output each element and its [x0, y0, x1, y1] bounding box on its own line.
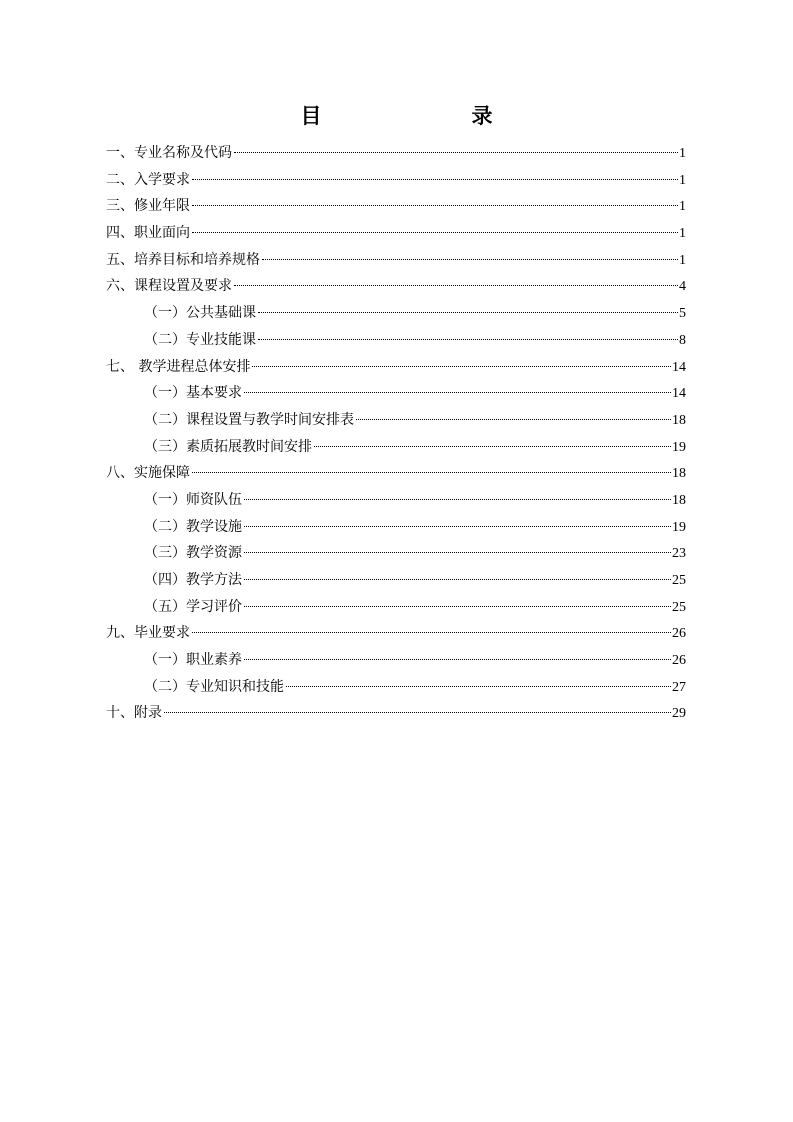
dot-leader: [286, 685, 671, 687]
toc-entry-label: 一、专业名称及代码: [106, 145, 232, 161]
dot-leader: [244, 551, 671, 553]
toc-page-number: 25: [672, 599, 686, 615]
toc-entry-label: 二、入学要求: [106, 171, 190, 188]
toc-subentry[interactable]: [106, 567, 686, 594]
toc-subentry[interactable]: [106, 540, 686, 567]
toc-subentry[interactable]: [106, 487, 686, 514]
toc-entry-label: 十、附录: [106, 705, 162, 722]
toc-entry[interactable]: [106, 140, 686, 167]
dot-leader: [244, 578, 671, 580]
toc-entry[interactable]: [106, 220, 686, 247]
dot-leader: [262, 258, 678, 260]
toc-subentry[interactable]: [106, 300, 686, 327]
toc-page-number: 18: [672, 492, 686, 508]
toc-page-number: 26: [672, 653, 686, 669]
dot-leader: [258, 311, 678, 313]
dot-leader: [234, 284, 678, 286]
toc-page-number: 29: [672, 706, 686, 722]
dot-leader: [314, 445, 671, 447]
toc-page-number: 4: [679, 279, 686, 295]
toc-page-number: 19: [672, 519, 686, 535]
dot-leader: [258, 338, 678, 340]
dot-leader: [192, 204, 678, 206]
toc-page-number: 1: [679, 226, 686, 242]
toc-entry-label: （一）职业素养: [144, 652, 242, 669]
dot-leader: [164, 711, 671, 713]
toc-page-number: 26: [672, 626, 686, 642]
toc-entry-label: （一）基本要求: [144, 385, 242, 402]
toc-entry[interactable]: [106, 247, 686, 274]
toc-subentry[interactable]: [106, 327, 686, 354]
dot-leader: [244, 391, 671, 393]
toc-entry[interactable]: [106, 354, 686, 381]
toc-subentry[interactable]: [106, 514, 686, 541]
toc-entry[interactable]: [106, 273, 686, 300]
dot-leader: [356, 418, 671, 420]
toc-page-number: 18: [672, 466, 686, 482]
dot-leader: [252, 365, 671, 367]
dot-leader: [244, 605, 671, 607]
dot-leader: [244, 525, 671, 527]
toc-entry[interactable]: [106, 167, 686, 194]
toc-entry-label: 七、 教学进程总体安排: [106, 358, 251, 375]
toc-entry[interactable]: [106, 700, 686, 727]
toc-entry-label: （五）学习评价: [144, 598, 242, 615]
toc-page-number: 27: [672, 679, 686, 695]
toc-page-number: 1: [679, 146, 686, 161]
toc-entry-label: （一）师资队伍: [144, 491, 242, 508]
toc-subentry[interactable]: [106, 407, 686, 434]
toc-page-number: 18: [672, 412, 686, 428]
toc-entry[interactable]: [106, 460, 686, 487]
toc-page-number: 23: [672, 546, 686, 562]
toc-entry-label: 八、实施保障: [106, 465, 190, 482]
dot-leader: [244, 658, 671, 660]
toc-subentry[interactable]: [106, 647, 686, 674]
toc-title: 目 录: [300, 104, 529, 128]
dot-leader: [192, 231, 678, 233]
toc-page-number: 8: [679, 332, 686, 348]
toc-entry-label: （四）教学方法: [144, 572, 242, 588]
toc-entry[interactable]: [106, 193, 686, 220]
toc-entry[interactable]: [106, 620, 686, 647]
dot-leader: [234, 151, 678, 153]
toc-page-number: 1: [679, 252, 686, 268]
toc-page-number: 25: [672, 573, 686, 588]
toc-entry-label: （三）素质拓展教时间安排: [144, 438, 312, 455]
dot-leader: [192, 631, 671, 633]
toc-entry-label: 九、毕业要求: [106, 625, 190, 642]
toc-subentry[interactable]: [106, 380, 686, 407]
toc-entry-label: （二）专业知识和技能: [144, 678, 284, 695]
toc-subentry[interactable]: [106, 434, 686, 461]
dot-leader: [192, 178, 678, 180]
toc-entry-label: （一）公共基础课: [144, 305, 256, 322]
toc-page-number: 1: [679, 199, 686, 215]
table-of-contents: [106, 140, 686, 727]
toc-page-number: 14: [672, 386, 686, 402]
toc-page-number: 19: [672, 439, 686, 455]
toc-entry-label: 六、课程设置及要求: [106, 278, 232, 295]
dot-leader: [244, 498, 671, 500]
toc-subentry[interactable]: [106, 594, 686, 621]
toc-page-number: 5: [679, 306, 686, 322]
toc-entry-label: （二）教学设施: [144, 518, 242, 535]
toc-subentry[interactable]: [106, 674, 686, 701]
toc-entry-label: （二）专业技能课: [144, 331, 256, 348]
toc-entry-label: 三、修业年限: [106, 198, 190, 215]
dot-leader: [192, 471, 671, 473]
toc-entry-label: （三）教学资源: [144, 545, 242, 562]
toc-entry-label: 四、职业面向: [106, 225, 190, 242]
toc-entry-label: 五、培养目标和培养规格: [106, 251, 260, 268]
toc-entry-label: （二）课程设置与教学时间安排表: [144, 411, 354, 428]
toc-page-number: 14: [672, 359, 686, 375]
toc-page-number: 1: [679, 172, 686, 188]
